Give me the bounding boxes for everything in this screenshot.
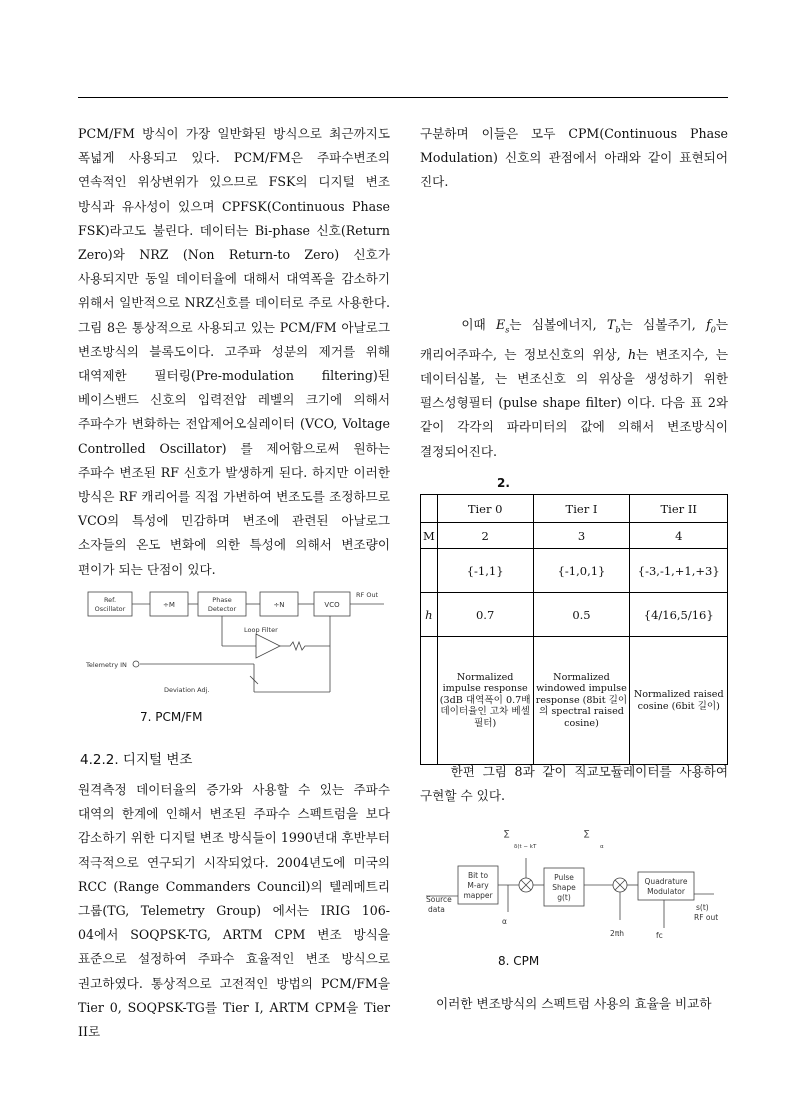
left-column-lower [78, 778, 390, 1044]
table-header-row [421, 495, 728, 523]
table-2-caption: 2. [497, 476, 510, 490]
paragraph-digital-modulation: 원격측정 데이터율의 증가와 사용할 수 있는 주파수 대역의 한계에 인해서 변조된 주파수 스펙트럼을 보다 감소하기 위한 디지털 변조 방식들이 1990년대 후반부터 적극적으로 연구되기 시작되었다. 2004년도에 미국의 RCC (Range Commanders Council)의 텔레메트리 그룹(TG, Telemetry Group) 에서는 IRIG 106-04에서 SOQPSK-TG, ARTM CPM 변조 방식을 표준으로 설정하여 주파수 효율적인 변조 방식으로 권고하였다. 통상적으로 고전적인 방법의 PCM/FM을 Tier 0, SOQPSK-TG를 Tier I, ARTM CPM을 Tier II로 [78, 782, 390, 1040]
sigma-2: ∑ [584, 829, 590, 838]
table-cell: Normalized impulse response (3dB 대역폭이 0.7배 데이터율인 고차 베셀 필터) [437, 637, 533, 765]
table-cell: 0.7 [437, 593, 533, 637]
paragraph-quadrature [420, 760, 728, 808]
carrier-frequency: $f_0$ [706, 317, 716, 335]
table-cell: M [421, 523, 438, 549]
div-n-label: ÷N [273, 601, 285, 609]
table-cell [421, 549, 438, 593]
sigma-1: ∑ [504, 829, 510, 838]
table-header-tier1: Tier I [533, 495, 630, 523]
table-header-tier2: Tier II [630, 495, 728, 523]
modulation-index-symbol: h [628, 346, 637, 362]
table-header-tier0: Tier 0 [437, 495, 533, 523]
table-row-g [421, 637, 728, 765]
table-cell: 3 [533, 523, 630, 549]
rf-out-label: RF Out [356, 591, 379, 599]
sum-alpha-label: α [600, 844, 604, 850]
table-cell: {-1,1} [437, 549, 533, 593]
table-row-h [421, 593, 728, 637]
gt-label: g(t) [557, 893, 571, 902]
data-label: data [428, 905, 445, 914]
left-column [78, 122, 390, 582]
table-row-m [421, 523, 728, 549]
phase-label: Phase [212, 596, 232, 604]
para4-text: 이러한 변조방식의 스펙트럼 사용의 효율을 비교하 [436, 996, 712, 1011]
figure-7-caption: 7. PCM/FM [140, 710, 203, 724]
fc-label: fc [656, 931, 663, 940]
table-cell: 0.5 [533, 593, 630, 637]
source-label: Source [426, 895, 452, 904]
figure-7-pll-diagram [84, 584, 394, 704]
table-cell: {4/16,5/16} [630, 593, 728, 637]
table-cell: {-1,0,1} [533, 549, 630, 593]
para2-c: 는 캐리어주파수, 는 정보신호의 위상, [420, 317, 728, 362]
table-cell [421, 637, 438, 765]
figure-8-cpm-diagram [424, 828, 724, 948]
paragraph-cpm-intro: 구분하며 이들은 모두 CPM(Continuous Phase Modulation) 신호의 관점에서 아래와 같이 표현되어 진다. [420, 126, 728, 190]
para2-d: 는 변조지수, 는 데이터심볼, 는 변조신호 의 위상을 생성하기 위한 펄스성형필터 (pulse shape filter) 이다. 다음 표 2와 같이 각각의 파라미터의 값에 의해서 변조방식이 결정되어진다. [420, 346, 728, 459]
quadrature-label: Quadrature [644, 877, 688, 886]
right-column-quad [420, 760, 728, 808]
table-cell: {-3,-1,+1,+3} [630, 549, 728, 593]
rf-out-label-8: RF out [694, 913, 719, 922]
table-cell: Normalized windowed impulse response (8bit 길이의 spectral raised cosine) [533, 637, 630, 765]
paragraph-pcm-fm: PCM/FM 방식이 가장 일반화된 방식으로 최근까지도 폭넓게 사용되고 있다. PCM/FM은 주파수변조의 연속적인 위상변위가 있으므로 FSK의 디지털 변조 방식과 유사성이 있으며 CPFSK(Continuous Phase FSK)라고도 불린다. 데이터는 Bi-phase 신호(Return Zero)와 NRZ (Non Return-to Zero) 신호가 사용되지만 동일 데이터율에 대해서 대역폭을 감소하기 위해서 일반적으로 NRZ신호를 데이터로 주로 사용한다. 그림 8은 통상적으로 사용되고 있는 PCM/FM 아날로그 변조방식의 블록도이다. 고주파 성분의 제거를 위해 대역제한 필터링(Pre-modulation filtering)된 베이스밴드 신호의 입력전압 레벨의 크기에 의해서 주파수가 변화하는 전압제어오실레이터 (VCO, Voltage Controlled Oscillator) 를 제어함으로써 원하는 주파수 변조된 RF 신호가 발생하게 된다. 하지만 이러한 방식은 RF 캐리어를 직접 가변하여 변조도를 조정하므로 VCO의 특성에 민감하며 변조에 관련된 아날로그 소자들의 온도 변화에 의한 특성에 의해서 변조량이 편이가 되는 단점이 있다. [78, 126, 390, 577]
loop-filter-label: Loop Filter [244, 626, 278, 634]
mapper-label: mapper [463, 891, 493, 900]
vco-label: VCO [324, 601, 340, 609]
mary-label: M-ary [467, 881, 489, 890]
pulse-label: Pulse [554, 873, 574, 882]
table-header-empty [421, 495, 438, 523]
ref-label: Ref. [103, 596, 117, 604]
shape-label: Shape [552, 883, 576, 892]
table-cell: 4 [630, 523, 728, 549]
table-cell: Normalized raised cosine (6bit 길이) [630, 637, 728, 765]
figure-8-caption: 8. CPM [498, 954, 540, 968]
right-column-params [420, 313, 728, 464]
table-cell: 2 [437, 523, 533, 549]
alpha-k-label: α [502, 917, 507, 926]
table-2-parameters [420, 494, 728, 765]
div-m-label: ÷M [163, 601, 175, 609]
modulator-label: Modulator [647, 887, 685, 896]
right-column [420, 122, 728, 195]
deviation-adj-label: Deviation Adj. [164, 686, 210, 694]
telemetry-in-label: Telemetry IN [86, 661, 127, 669]
section-heading-digital-modulation: 4.2.2. 디지털 변조 [80, 752, 193, 768]
oscillator-label: Oscillator [94, 605, 126, 613]
para3-text: 한편 그림 8과 같이 직교모듈레이터를 사용하여 구현할 수 있다. [420, 764, 728, 804]
bit-to-label: Bit to [467, 871, 489, 880]
two-pi-h-label: 2πh [610, 929, 625, 938]
para2-b: 는 심볼주기, [620, 317, 707, 332]
table-cell: h [421, 593, 438, 637]
st-label: s(t) [696, 903, 709, 912]
paragraph-efficiency [420, 992, 728, 1016]
para2-a: 는 심볼에너지, [509, 317, 608, 332]
paragraph-cpm-params [420, 313, 728, 464]
detector-label: Detector [207, 605, 237, 613]
header-rule [78, 97, 728, 98]
para2-prefix: 이때 [461, 317, 497, 332]
symbol-period: $T_b$ [607, 317, 621, 335]
loop-filter-amp [256, 634, 280, 658]
sum-delta-label: δ(t − kT [514, 844, 537, 850]
symbol-energy: $E_s$ [496, 317, 510, 335]
right-column-bottom [420, 992, 728, 1016]
table-row-alpha [421, 549, 728, 593]
